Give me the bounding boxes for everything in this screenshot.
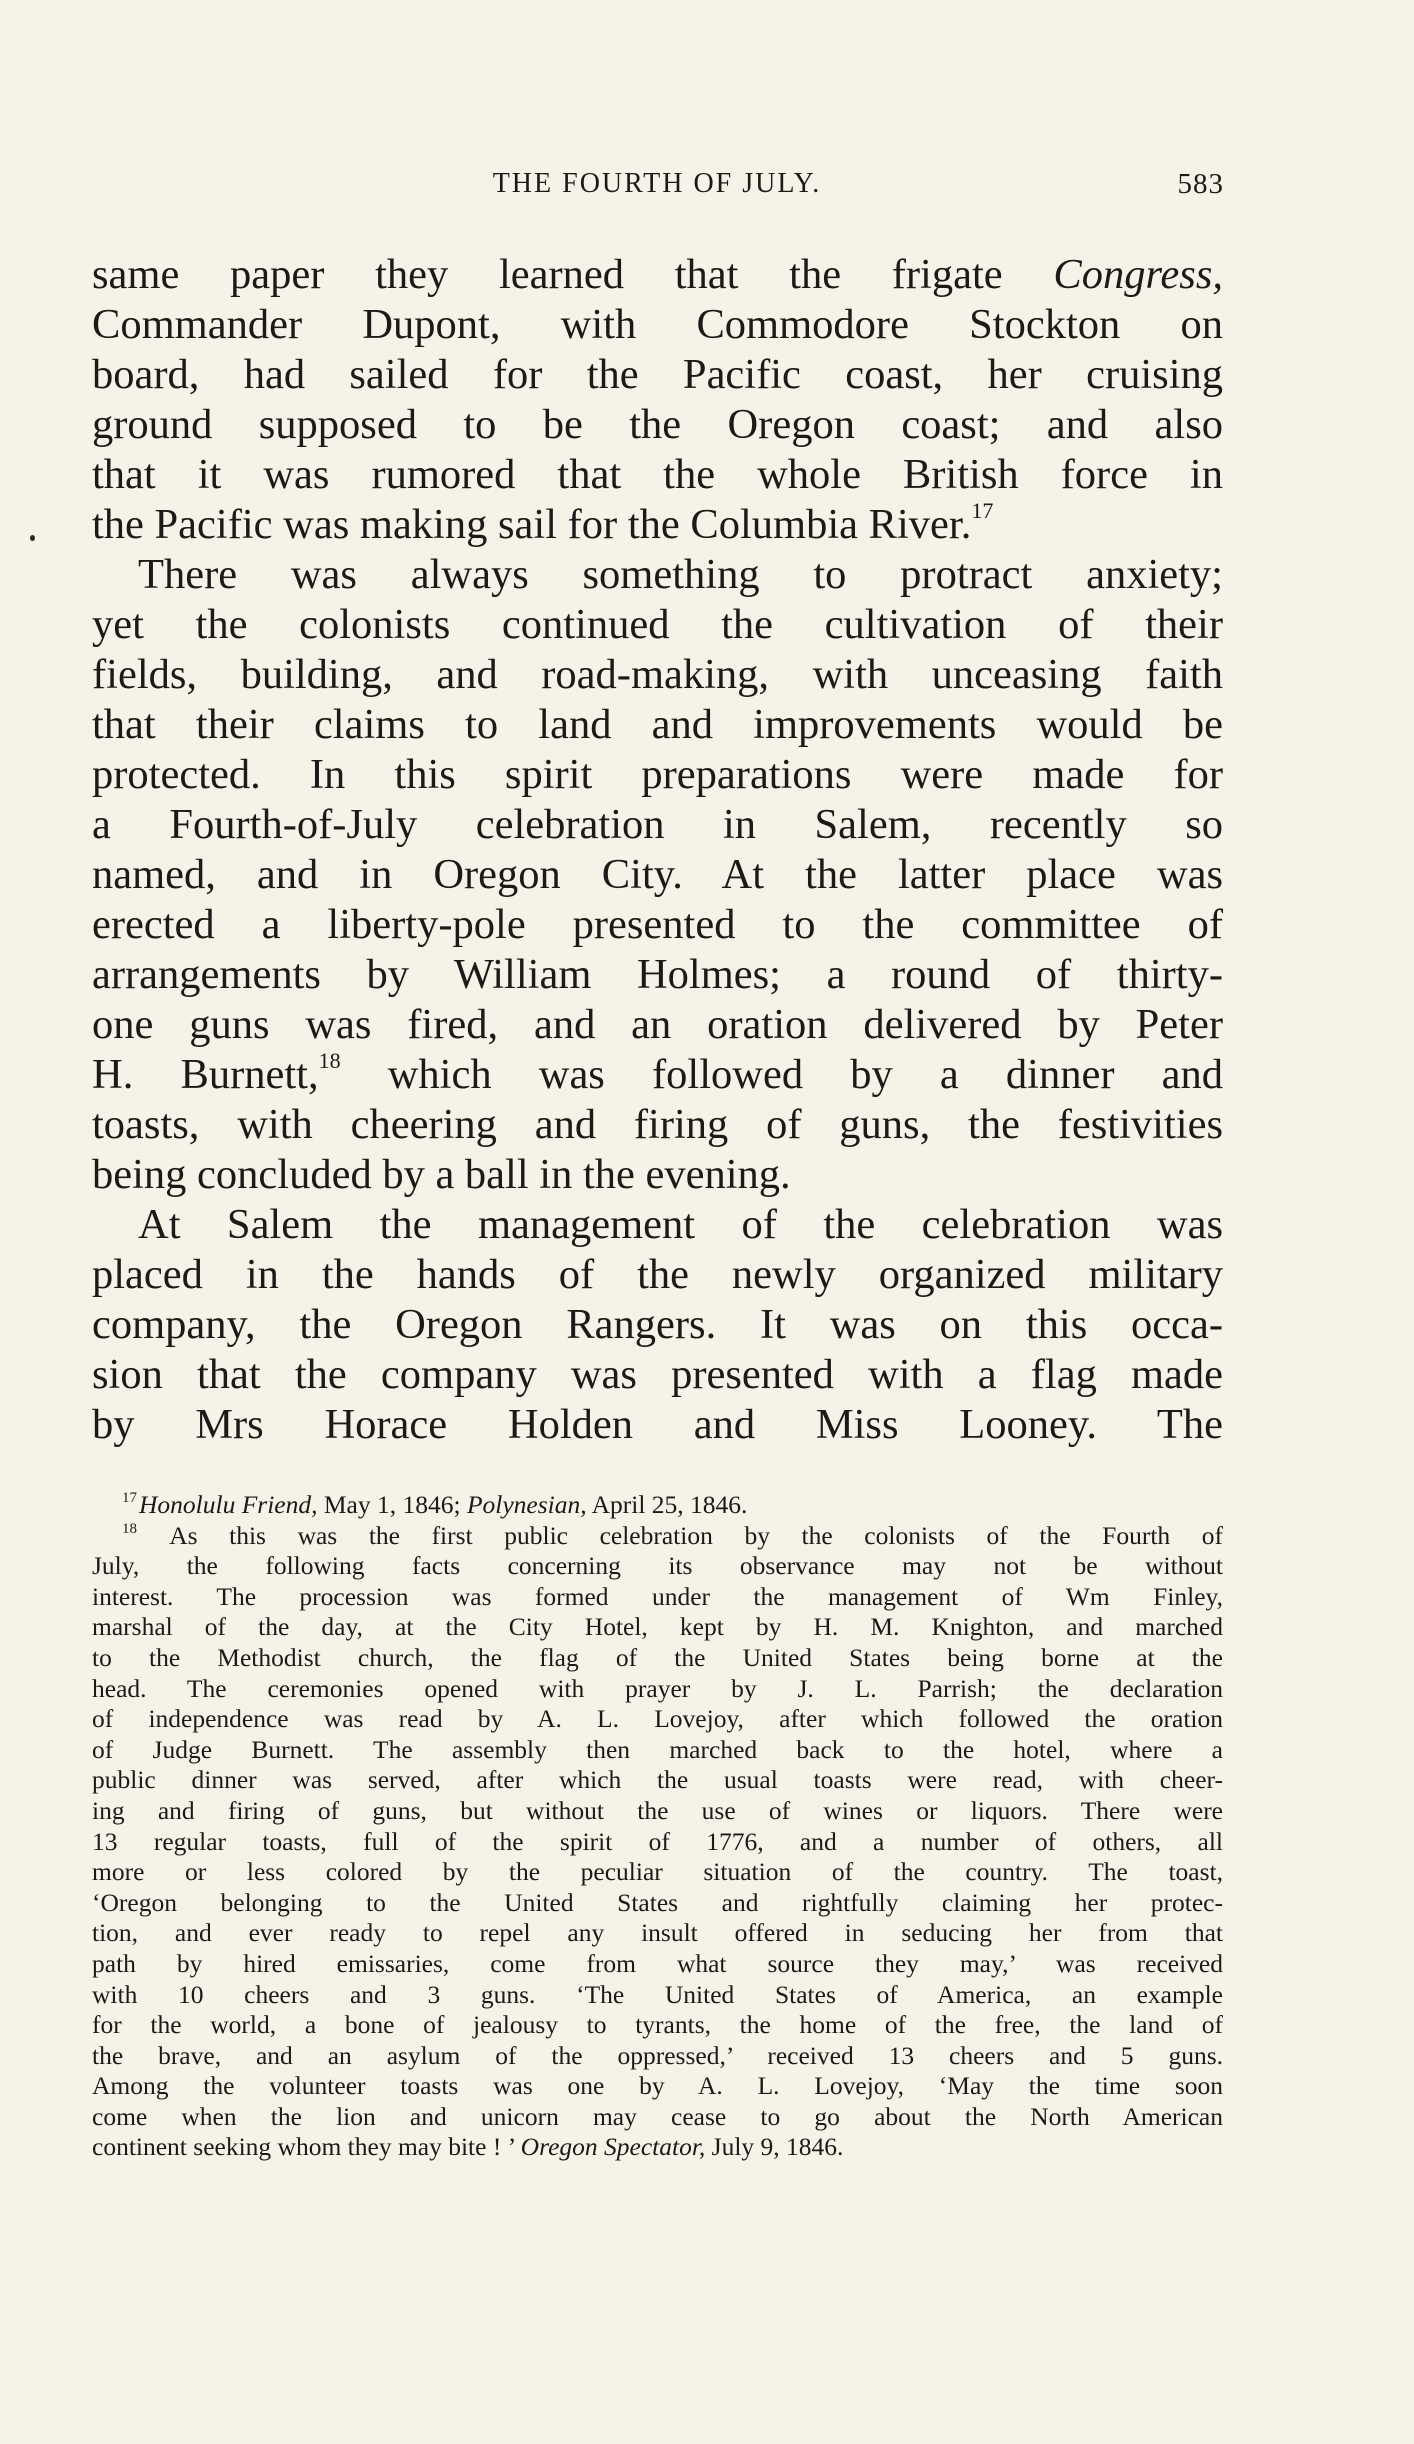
- body-line: placed in the hands of the newly organized military: [92, 1251, 1223, 1298]
- footnote-line: the brave, and an asylum of the oppressed,’ received 13 cheers and 5 guns.: [92, 2040, 1223, 2070]
- body-line: fields, building, and road-making, with unceasing faith: [92, 651, 1223, 698]
- footnotes: [92, 1490, 1223, 2163]
- body-line: arrangements by William Holmes; a round of thirty-: [92, 951, 1223, 998]
- body-line: a Fourth-of-July celebration in Salem, recently so: [92, 801, 1223, 848]
- body-line: At Salem the management of the celebration was: [138, 1201, 1223, 1248]
- ship-name-congress: Congress,: [1053, 251, 1223, 298]
- footnote-17: $^{17}$Honolulu Friend, May 1, 1846; Polynesian, April 25, 1846.: [122, 1490, 748, 1519]
- footnote-line: come when the lion and unicorn may cease to go about the North American: [92, 2101, 1223, 2131]
- body-line: protected. In this spirit preparations were made for: [92, 751, 1223, 798]
- body-line: There was always something to protract anxiety;: [138, 551, 1223, 598]
- footnote-line: to the Methodist church, the flag of the United States being borne at the: [92, 1642, 1223, 1672]
- footnote-line: public dinner was served, after which the usual toasts were read, with cheer-: [92, 1765, 1223, 1795]
- footnote-line: interest. The procession was formed under the management of Wm Finley,: [92, 1581, 1223, 1611]
- body-line: ground supposed to be the Oregon coast; and also: [92, 401, 1223, 448]
- body-line: the Pacific was making sail for the Columbia River.$^{17}$: [92, 498, 994, 548]
- body-line: H. Burnett,$^{18}$ which was followed by a dinner and: [92, 1048, 1223, 1098]
- running-head: [90, 168, 1224, 208]
- body-line: being concluded by a ball in the evening.: [92, 1151, 791, 1198]
- footnote-18: $^{18}$ As this was the first public celebration by the colonists of the Fourth of: [122, 1520, 1223, 1550]
- footnote-line: 13 regular toasts, full of the spirit of 1776, and a number of others, all: [92, 1826, 1223, 1856]
- source-oregon-spectator: Oregon Spectator,: [520, 2132, 706, 2162]
- footnote-marker: 17: [122, 1490, 137, 1506]
- body-line: toasts, with cheering and firing of guns, the festivities: [92, 1101, 1223, 1148]
- body-line: erected a liberty-pole presented to the committee of: [92, 901, 1223, 948]
- body-line: that their claims to land and improvements would be: [92, 701, 1223, 748]
- footnote-line: with 10 cheers and 3 guns. ‘The United States of America, an example: [92, 1979, 1223, 2009]
- footnote-line: ‘Oregon belonging to the United States and rightfully claiming her protec-: [92, 1887, 1223, 1917]
- footnote-line: path by hired emissaries, come from what source they may,’ was received: [92, 1948, 1223, 1978]
- footnote-line: more or less colored by the peculiar situation of the country. The toast,: [92, 1857, 1223, 1887]
- footnote-line: head. The ceremonies opened with prayer by J. L. Parrish; the declaration: [92, 1673, 1223, 1703]
- body-text: [92, 250, 1223, 1450]
- footnote-marker: 18: [122, 1520, 137, 1537]
- footnote-line: July, the following facts concerning its observance may not be without: [92, 1551, 1223, 1581]
- page-number: 583: [1177, 168, 1224, 200]
- footnote-line: marshal of the day, at the City Hotel, kept by H. M. Knighton, and marched: [92, 1612, 1223, 1642]
- footnote-ref-17: 17: [971, 498, 994, 523]
- body-line: company, the Oregon Rangers. It was on this occa-: [92, 1301, 1223, 1348]
- footnote-ref-18: 18: [318, 1048, 341, 1073]
- footnote-line: of independence was read by A. L. Lovejoy, after which followed the oration: [92, 1704, 1223, 1734]
- body-line: yet the colonists continued the cultivation of their: [92, 601, 1223, 648]
- body-line: board, had sailed for the Pacific coast, her cruising: [92, 351, 1223, 398]
- footnote-line: ing and firing of guns, but without the use of wines or liquors. There were: [92, 1795, 1223, 1825]
- margin-mark: [30, 535, 35, 541]
- body-line: named, and in Oregon City. At the latter place was: [92, 851, 1223, 898]
- body-line: that it was rumored that the whole British force in: [92, 451, 1223, 498]
- footnote-line: for the world, a bone of jealousy to tyrants, the home of the free, the land of: [92, 2010, 1223, 2040]
- footnote-line: Among the volunteer toasts was one by A. L. Lovejoy, ‘May the time soon: [92, 2071, 1223, 2101]
- body-line: Commander Dupont, with Commodore Stockton on: [92, 301, 1223, 348]
- body-line: same paper they learned that the frigate Congress,: [92, 251, 1223, 298]
- footnote-line: of Judge Burnett. The assembly then marched back to the hotel, where a: [92, 1734, 1223, 1764]
- body-line: sion that the company was presented with a flag made: [92, 1351, 1223, 1398]
- running-title: THE FOURTH OF JULY.: [492, 168, 822, 199]
- body-line: one guns was fired, and an oration delivered by Peter: [92, 1001, 1223, 1048]
- footnote-line: tion, and ever ready to repel any insult offered in seducing her from that: [92, 1918, 1223, 1948]
- body-line: by Mrs Horace Holden and Miss Looney. The: [92, 1401, 1223, 1448]
- footnote-line: continent seeking whom they may bite ! ’ Oregon Spectator, July 9, 1846.: [92, 2132, 844, 2162]
